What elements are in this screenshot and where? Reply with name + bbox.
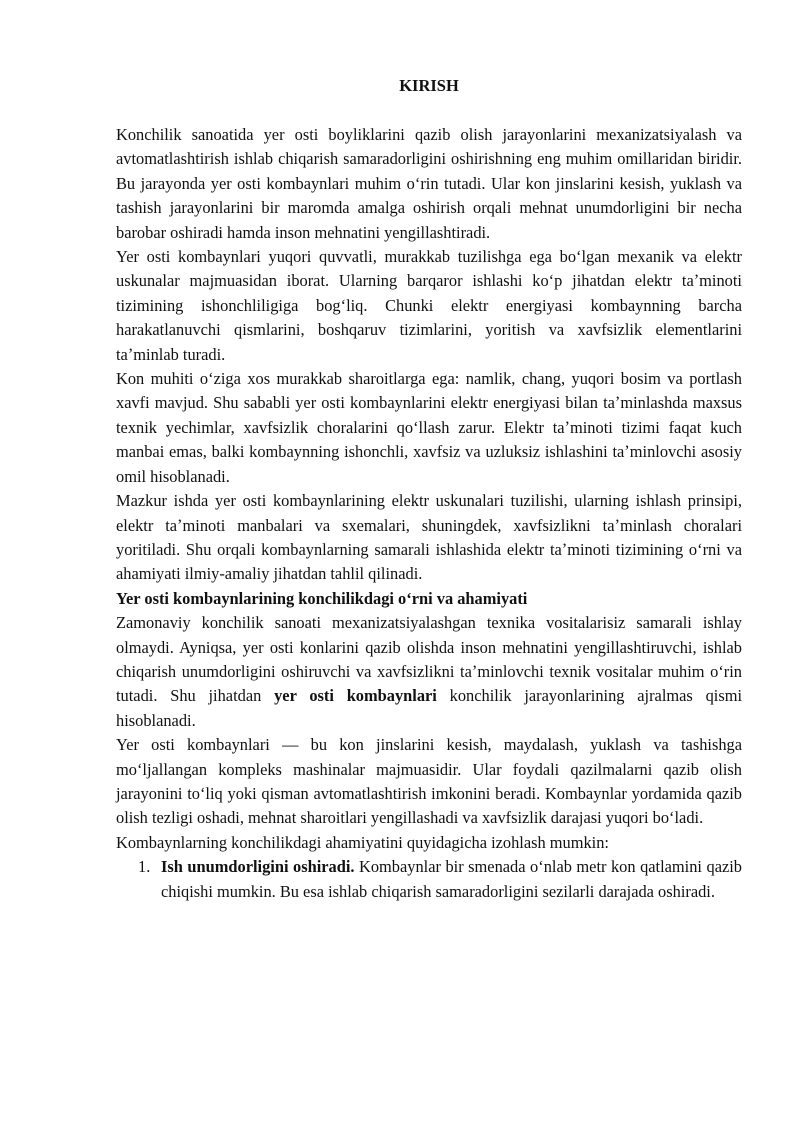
section-paragraph-3: Kombaynlarning konchilikdagi ahamiyatini quyidagicha izohlash mumkin: [116,832,609,852]
section-paragraph-1 [116,611,742,733]
list-item-text: Kombaynlar bir smenada oʻnlab metr kon qatlamini qazib chiqishi mumkin. Bu esa ishlab chiqarish samaradorligini sezilarli darajada oshiradi. [161,857,742,901]
intro-paragraph-4: Mazkur ishda yer osti kombaynlarining elektr uskunalari tuzilishi, ularning ishlash prinsipi, elektr taʼminoti manbalari va sxemalari, shuningdek, xavfsizlikni taʼminlash choralari yoritiladi. Shu orqali kombaynlarning samarali ishlashida elektr taʼminoti tizimining oʻrni va ahamiyati ilmiy-amaliy jihatdan tahlil qilinadi. [116,491,742,584]
section-paragraph-1-text-a: Zamonaviy konchilik sanoati mexanizatsiyalashgan texnika vositalarisiz samarali ishlay olmaydi. Ayniqsa, yer osti konlarini qazib olishda inson mehnatini yengillashtiruvchi, ishlab chiqarish unumdorligini oshiruvchi va xavfsizlikni taʼminlovchi texnik vositalar muhim oʻrin tutadi. Shu jihatdan [116,613,742,706]
importance-list [116,855,742,904]
section-paragraph-2: Yer osti kombaynlari — bu kon jinslarini kesish, maydalash, yuklash va tashishga moʻljallangan kompleks mashinalar majmuasidir. Ular foydali qazilmalarni qazib olish jarayonini toʻliq yoki qisman avtomatlashtirish imkonini beradi. Kombaynlar yordamida qazib olish tezligi oshadi, mehnat sharoitlari yengillashadi va xavfsizlik darajasi yuqori boʻladi. [116,735,742,828]
section-paragraph-1-emphasis: yer osti kombaynlari [274,686,437,706]
section-heading: Yer osti kombaynlarining konchilikdagi oʻrni va ahamiyati [116,588,528,608]
section-paragraph-1-text-b: konchilik jarayonlarining ajralmas qismi hisoblanadi. [116,686,742,730]
intro-paragraph-2: Yer osti kombaynlari yuqori quvvatli, murakkab tuzilishga ega boʻlgan mexanik va elektr uskunalar majmuasidan iborat. Ularning barqaror ishlashi koʻp jihatdan elektr taʼminoti tizimining ishonchliligiga bogʻliq. Chunki elektr energiyasi kombaynning barcha harakatlanuvchi qismlarini, boshqaruv tizimlarini, yoritish va xavfsizlik elementlarini taʼminlab turadi. [116,247,742,364]
document-page [116,74,742,904]
intro-paragraph-1: Konchilik sanoatida yer osti boyliklarini qazib olish jarayonlarini mexanizatsiyalash va avtomatlashtirish ishlab chiqarish samaradorligini oshirishning eng muhim omillaridan biridir. Bu jarayonda yer osti kombaynlari muhim oʻrin tutadi. Ular kon jinslarini kesish, yuklash va tashish jarayonlarini bir maromda amalga oshirish orqali mehnat unumdorligini bir necha barobar oshiradi hamda inson mehnatini yengillashtiradi. [116,125,742,242]
list-item-title: Ish unumdorligini oshiradi. [161,857,355,877]
page-title: KIRISH [399,76,459,95]
list-item [116,855,742,904]
list-item-number: 1. [138,857,151,877]
intro-paragraph-3: Kon muhiti oʻziga xos murakkab sharoitlarga ega: namlik, chang, yuqori bosim va portlash xavfi mavjud. Shu sababli yer osti kombaynlarini elektr energiyasi bilan taʼminlashda maxsus texnik yechimlar, xavfsizlik choralarini qoʻllash zarur. Elektr taʼminoti tizimi faqat kuch manbai emas, balki kombaynning ishonchli, xavfsiz va uzluksiz ishlashini taʼminlovchi asosiy omil hisoblanadi. [116,369,742,486]
